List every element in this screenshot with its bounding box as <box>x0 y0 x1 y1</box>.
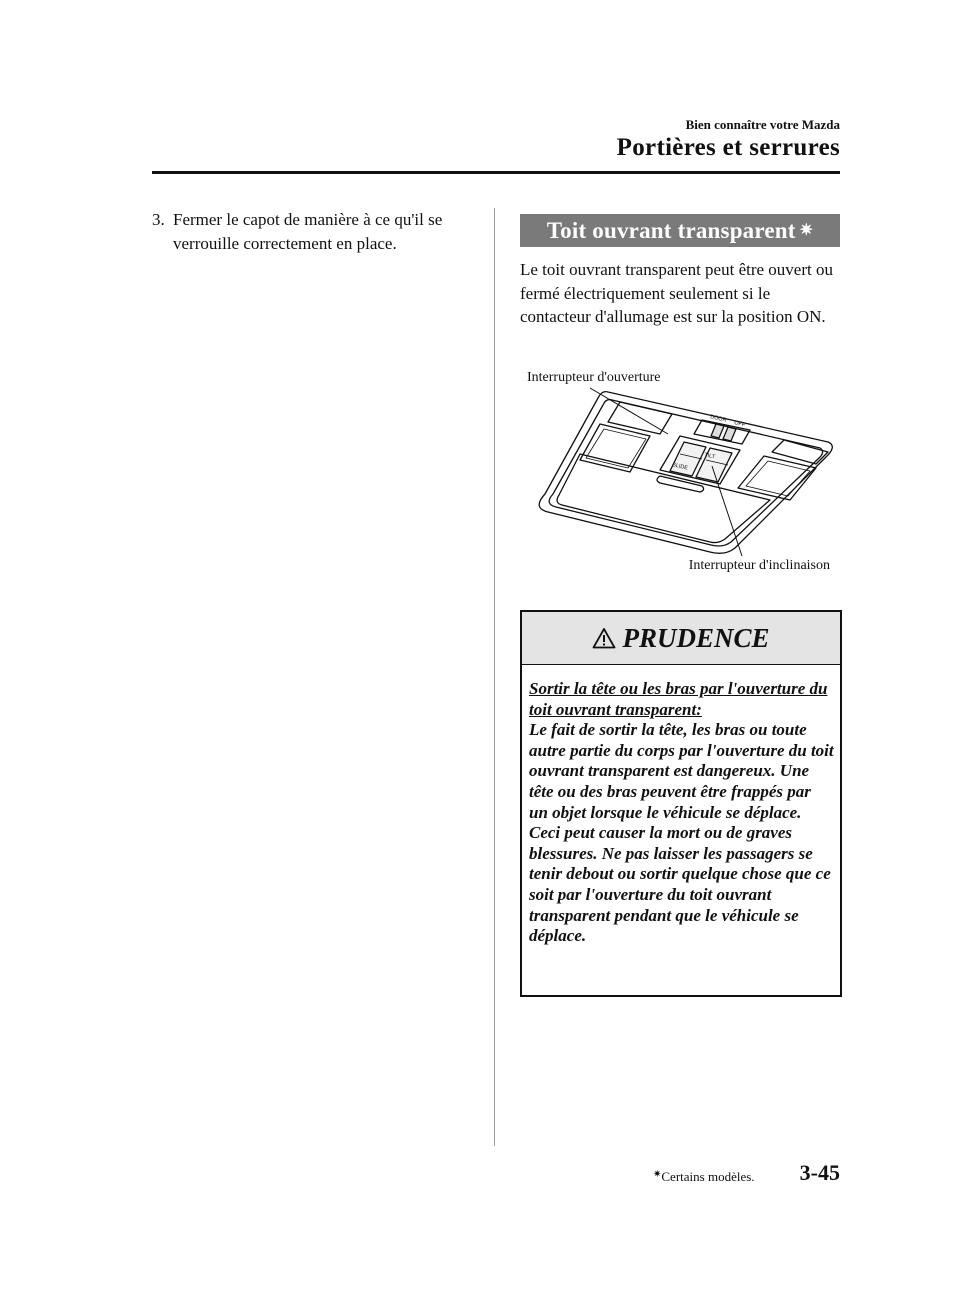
overhead-console-figure <box>520 362 840 584</box>
footnote <box>653 1169 755 1185</box>
tilt-switch-label: Interrupteur d'inclinaison <box>688 558 830 573</box>
section-title: Portières et serrures <box>616 134 840 161</box>
sunroof-section-title <box>520 214 840 247</box>
sunroof-title-text: Toit ouvrant transparent <box>546 218 796 243</box>
switch-label-off: OFF <box>733 420 746 429</box>
caution-heading: Sortir la tête ou les bras par l'ouverture du toit ouvrant transparent: <box>529 679 828 719</box>
caution-box <box>520 610 842 997</box>
sunroof-paragraph: Le toit ouvrant transparent peut être ouvert ou fermé électriquement seulement si le contacteur d'allumage est sur la position ON. <box>520 260 833 326</box>
step-text: Fermer le capot de manière à ce qu'il se verrouille correctement en place. <box>173 210 443 253</box>
step-3 <box>152 208 478 256</box>
caution-text: Le fait de sortir la tête, les bras ou toute autre partie du corps par l'ouverture du toit ouvrant transparent est dangereux. Une tête ou des bras peuvent être frappés par un objet lorsque le véhicule se déplace. Ceci peut causer la mort ou de graves blessures. Ne pas laisser les passagers se tenir debout ou sortir quelque chose que ce soit par l'ouverture du toit ouvrant transparent pendant que le véhicule se déplace. <box>529 720 834 946</box>
caution-title: PRUDENCE <box>622 622 770 653</box>
switch-label-door: DOOR <box>709 414 727 424</box>
switch-label-slide: SLIDE <box>671 462 689 472</box>
footnote-mark: ✷ <box>653 1169 662 1180</box>
overhead-console-drawing <box>520 362 840 584</box>
footnote-text: Certains modèles. <box>661 1169 755 1184</box>
open-switch-label: Interrupteur d'ouverture <box>527 370 661 385</box>
step-number: 3. <box>152 210 165 229</box>
certain-models-mark: ✷ <box>799 222 814 239</box>
chapter-title: Bien connaître votre Mazda <box>685 117 840 132</box>
switch-label-tilt: TILT <box>703 452 716 461</box>
warning-triangle-icon <box>592 627 616 649</box>
caution-body <box>522 665 840 947</box>
header-rule <box>152 171 840 174</box>
column-divider <box>494 208 495 1146</box>
page-number: 3-45 <box>799 1160 840 1185</box>
caution-header <box>522 612 840 665</box>
